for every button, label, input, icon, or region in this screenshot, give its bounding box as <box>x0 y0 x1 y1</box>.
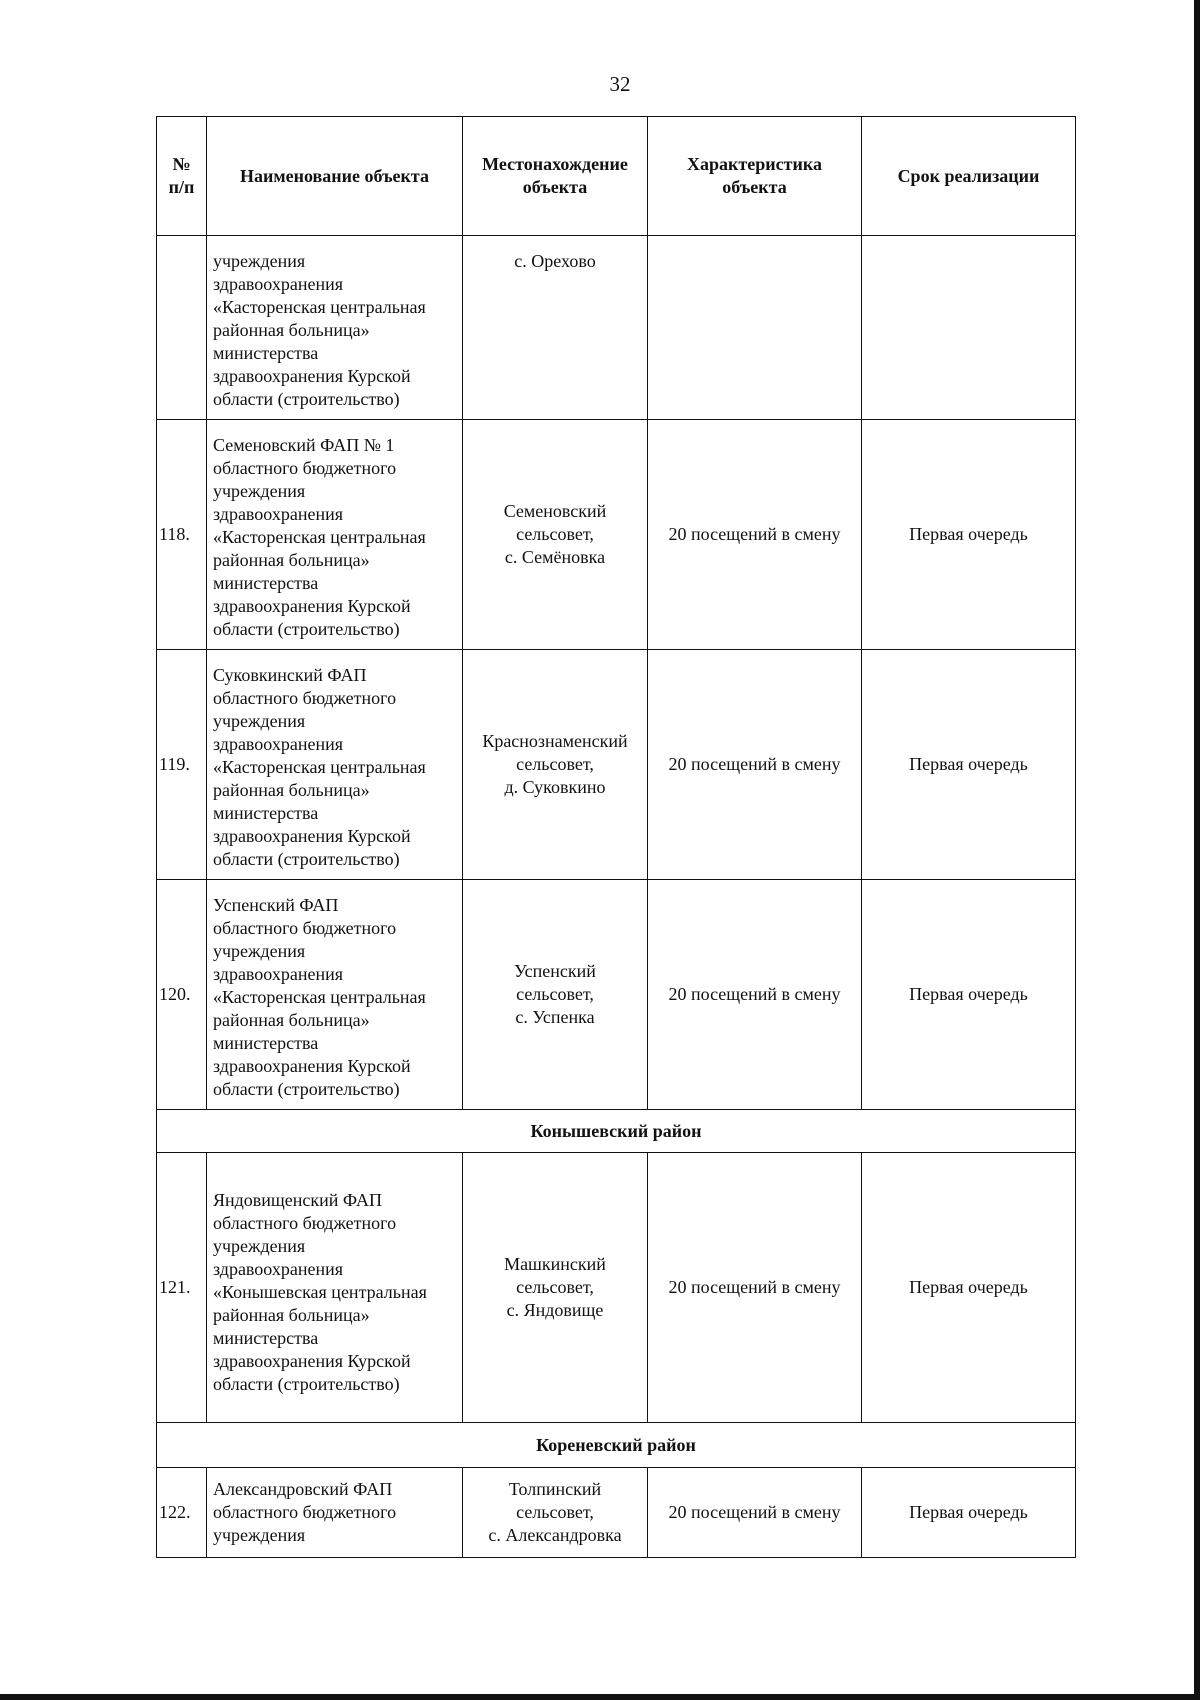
row-name: Суковкинский ФАП областного бюджетного учреждения здравоохранения «Касторенская центральная районная больница» министерства здравоохранения Курской области (строительство) <box>207 650 463 880</box>
row-characteristic <box>648 236 862 420</box>
row-characteristic: 20 посещений в смену <box>648 420 862 650</box>
page-border-bottom <box>0 1694 1200 1700</box>
row-location: Толпинский сельсовет, с. Александровка <box>463 1468 648 1558</box>
row-characteristic: 20 посещений в смену <box>648 880 862 1110</box>
row-term: Первая очередь <box>862 420 1076 650</box>
row-characteristic: 20 посещений в смену <box>648 650 862 880</box>
section-title: Конышевский район <box>157 1110 1076 1153</box>
table-row-119 <box>157 650 1076 880</box>
table-row-121 <box>157 1153 1076 1423</box>
table-row-118 <box>157 420 1076 650</box>
table-header-row <box>157 117 1076 236</box>
row-name: Успенский ФАП областного бюджетного учреждения здравоохранения «Касторенская центральная районная больница» министерства здравоохранения Курской области (строительство) <box>207 880 463 1110</box>
row-location: Успенский сельсовет, с. Успенка <box>463 880 648 1110</box>
row-location: Краснознаменский сельсовет, д. Суковкино <box>463 650 648 880</box>
row-location: Семеновский сельсовет, с. Семёновка <box>463 420 648 650</box>
row-num: 119. <box>157 650 207 880</box>
row-name: учреждения здравоохранения «Касторенская центральная районная больница» министерства здравоохранения Курской области (строительство) <box>207 236 463 420</box>
row-characteristic: 20 посещений в смену <box>648 1468 862 1558</box>
row-term <box>862 236 1076 420</box>
row-name: Александровский ФАП областного бюджетного учреждения <box>207 1468 463 1558</box>
section-row-korenevsky <box>157 1423 1076 1468</box>
objects-table <box>156 116 1076 1558</box>
row-term: Первая очередь <box>862 1153 1076 1423</box>
section-row-konyshevsky <box>157 1110 1076 1153</box>
page-border-right <box>1194 0 1200 1700</box>
page-number: 32 <box>609 72 631 96</box>
row-num <box>157 236 207 420</box>
header-num: № п/п <box>157 117 207 236</box>
table-row-122 <box>157 1468 1076 1558</box>
row-num: 121. <box>157 1153 207 1423</box>
row-location: Машкинский сельсовет, с. Яндовище <box>463 1153 648 1423</box>
row-num: 118. <box>157 420 207 650</box>
table-row-continuation <box>157 236 1076 420</box>
row-term: Первая очередь <box>862 880 1076 1110</box>
row-characteristic: 20 посещений в смену <box>648 1153 862 1423</box>
row-num: 120. <box>157 880 207 1110</box>
row-num: 122. <box>157 1468 207 1558</box>
header-characteristic: Характеристика объекта <box>648 117 862 236</box>
header-term: Срок реализации <box>862 117 1076 236</box>
row-location: с. Орехово <box>463 236 648 420</box>
table-row-120 <box>157 880 1076 1110</box>
section-title: Кореневский район <box>157 1423 1076 1468</box>
row-name: Семеновский ФАП № 1 областного бюджетного учреждения здравоохранения «Касторенская центральная районная больница» министерства здравоохранения Курской области (строительство) <box>207 420 463 650</box>
header-location: Местонахождение объекта <box>463 117 648 236</box>
row-term: Первая очередь <box>862 650 1076 880</box>
header-name: Наименование объекта <box>207 117 463 236</box>
row-term: Первая очередь <box>862 1468 1076 1558</box>
row-name: Яндовищенский ФАП областного бюджетного учреждения здравоохранения «Конышевская центральная районная больница» министерства здравоохранения Курской области (строительство) <box>207 1153 463 1423</box>
